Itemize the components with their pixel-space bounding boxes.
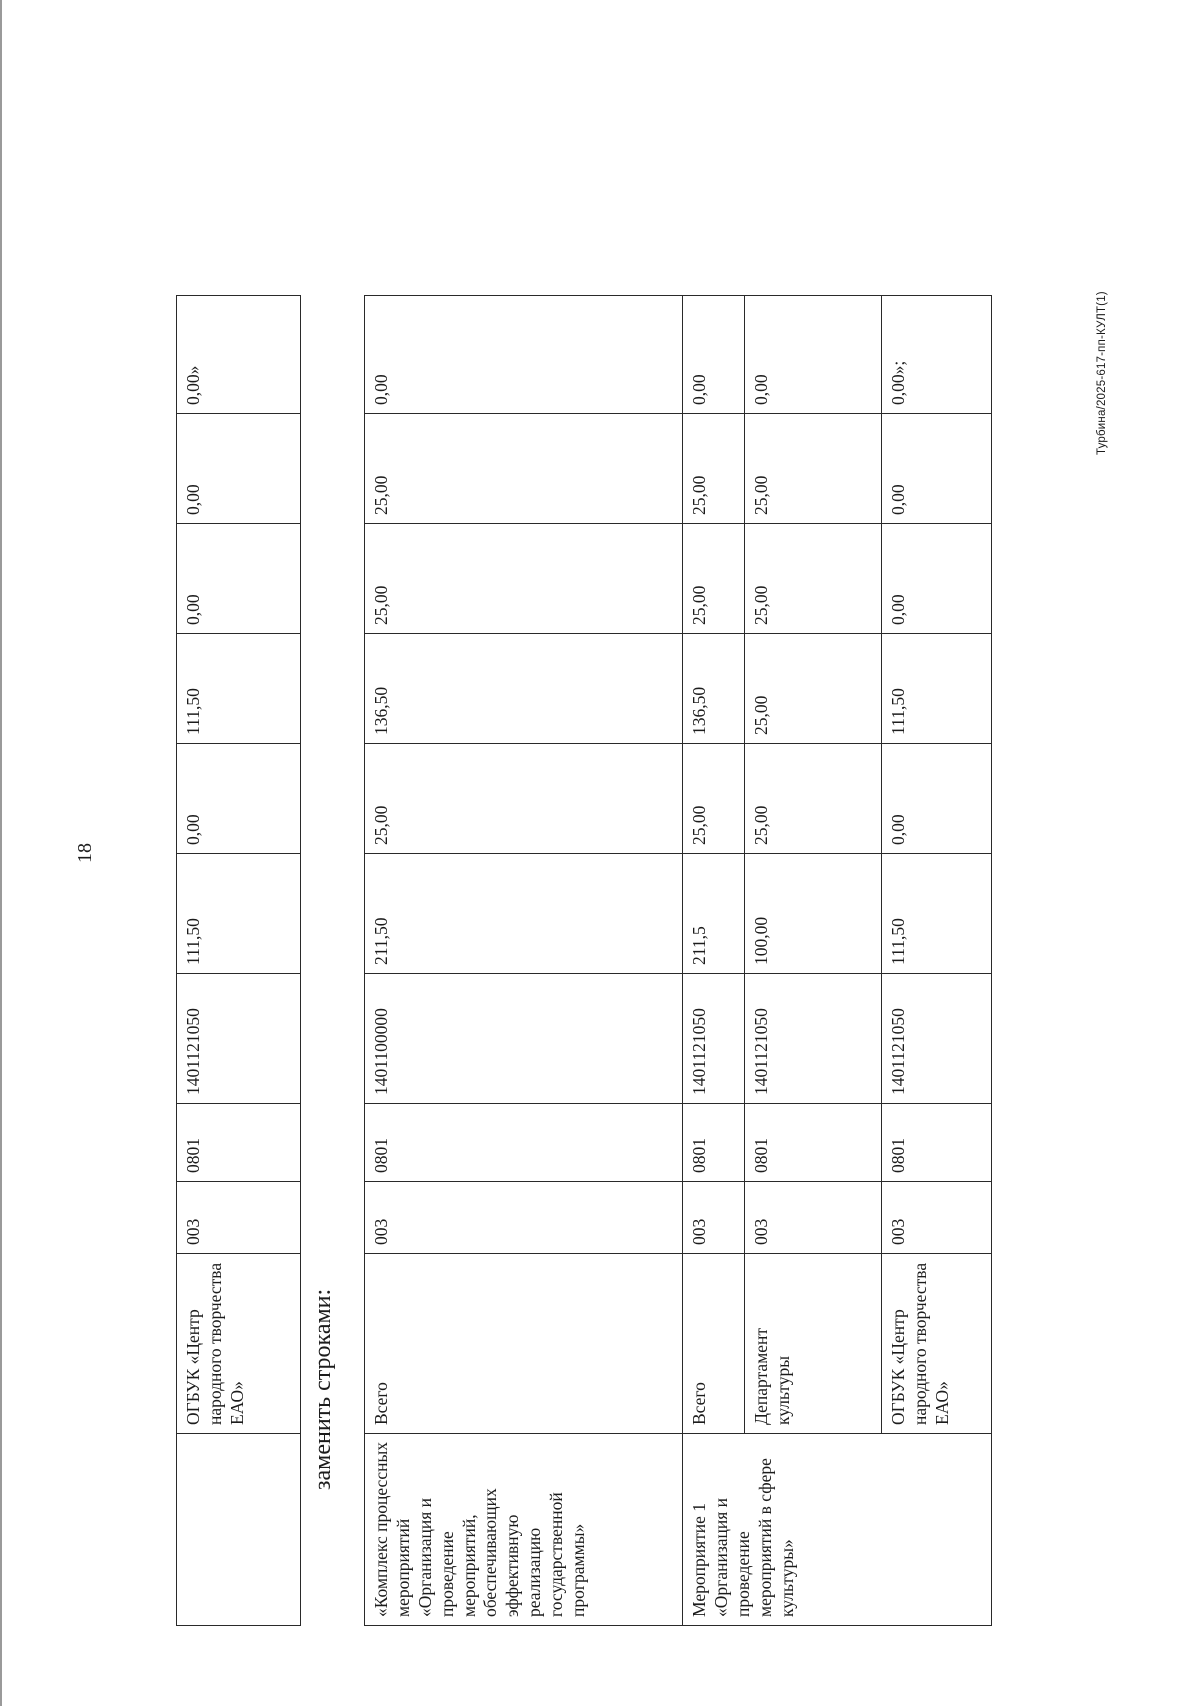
table-cell: 0801 (882, 1104, 992, 1182)
table-cell: 25,00 (365, 744, 683, 854)
event-label-cell: Мероприятие 1 «Организация и проведение мероприятий в сфере культуры» (683, 1434, 992, 1626)
table-cell: 0,00 (177, 744, 301, 854)
table-cell: 111,50 (177, 634, 301, 744)
table-cell: 111,50 (882, 854, 992, 974)
table-cell: 25,00 (683, 414, 745, 524)
table-main (364, 295, 992, 1626)
table-cell: Департамент культуры (745, 1254, 882, 1434)
table-cell: 136,50 (683, 634, 745, 744)
table-row (882, 296, 992, 1626)
table-cell: 111,50 (177, 854, 301, 974)
table-cell: 0,00 (177, 524, 301, 634)
table-cell: 0801 (177, 1104, 301, 1182)
table-cell: 25,00 (745, 524, 882, 634)
table-row (177, 296, 301, 1626)
table-cell: 0,00 (882, 414, 992, 524)
table-cell: 136,50 (365, 634, 683, 744)
table-cell: 25,00 (745, 634, 882, 744)
table-cell: 100,00 (745, 854, 882, 974)
table-cell: 0801 (365, 1104, 683, 1182)
table-cell: 0,00 (882, 524, 992, 634)
table-cell: 25,00 (683, 524, 745, 634)
table-cell: 1401121050 (745, 974, 882, 1104)
table-cell: 0,00»; (882, 296, 992, 414)
table-cell: 0,00» (177, 296, 301, 414)
table-cell: 25,00 (745, 744, 882, 854)
table-cell: 003 (365, 1182, 683, 1254)
table-cell: Всего (365, 1254, 683, 1434)
table-cell: 1401100000 (365, 974, 683, 1104)
table-row (365, 296, 683, 1626)
table-cell: ОГБУК «Центр народного творчества ЕАО» (882, 1254, 992, 1434)
table-cell: 003 (745, 1182, 882, 1254)
table-cell: 0801 (745, 1104, 882, 1182)
table-cell: 003 (882, 1182, 992, 1254)
page-number: 18 (74, 843, 96, 863)
table-cell: 211,50 (365, 854, 683, 974)
table-cell: 0,00 (683, 296, 745, 414)
table-cell: 0,00 (365, 296, 683, 414)
table-cell: 211,5 (683, 854, 745, 974)
table-top (176, 295, 301, 1626)
table-cell: 25,00 (745, 414, 882, 524)
table-cell: 0,00 (745, 296, 882, 414)
table-cell: 0,00 (177, 414, 301, 524)
table-cell: 1401121050 (683, 974, 745, 1104)
table-cell: 25,00 (683, 744, 745, 854)
table-cell: 25,00 (365, 524, 683, 634)
table-cell (177, 1434, 301, 1626)
table-row (683, 296, 745, 1626)
table-cell: 003 (683, 1182, 745, 1254)
table-cell: ОГБУК «Центр народного творчества ЕАО» (177, 1254, 301, 1434)
complex-label-cell: «Комплекс процессных мероприятий «Организация и проведение мероприятий, обеспечивающих эффективную реализацию государственной программы» (365, 1434, 683, 1626)
table-cell: Всего (683, 1254, 745, 1434)
table-cell: 0,00 (882, 744, 992, 854)
table-cell: 0801 (683, 1104, 745, 1182)
table-row (745, 296, 882, 1626)
table-cell: 1401121050 (882, 974, 992, 1104)
table-cell: 25,00 (365, 414, 683, 524)
table-cell: 1401121050 (177, 974, 301, 1104)
section-heading: заменить строками: (310, 1288, 336, 1490)
table-cell: 111,50 (882, 634, 992, 744)
document-code: Турбина/2025-617-пп-КУЛТ(1) (1096, 291, 1108, 455)
table-cell: 003 (177, 1182, 301, 1254)
